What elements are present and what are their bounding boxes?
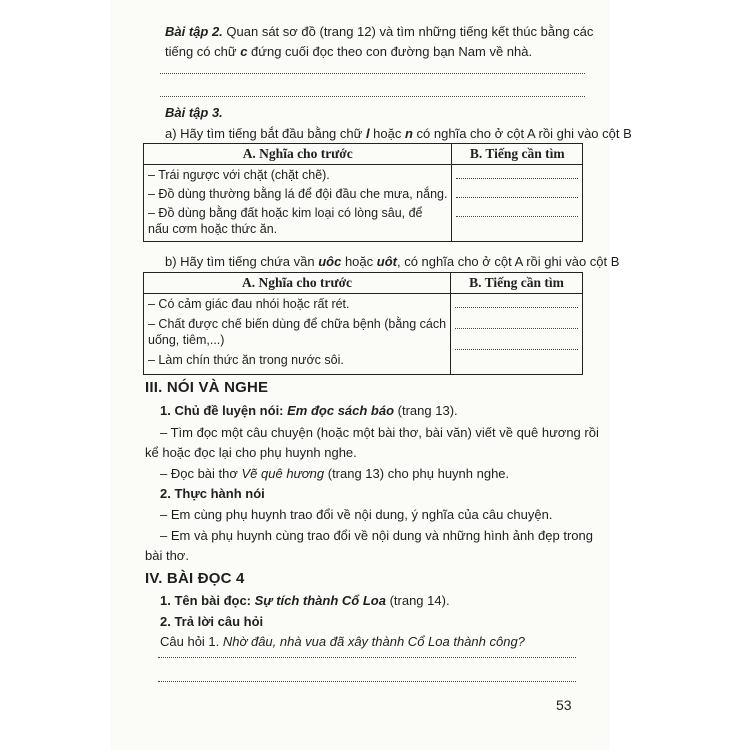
instruction-line: – Tìm đọc một câu chuyện (hoặc một bài thơ, bài văn) viết về quê hương rồi bbox=[160, 425, 599, 440]
answer-line[interactable] bbox=[456, 178, 578, 179]
answer-line[interactable] bbox=[456, 216, 578, 217]
question-1: Câu hỏi 1. Nhờ đâu, nhà vua đã xây thành Cổ Loa thành công? bbox=[160, 634, 525, 649]
section-3-heading: III. NÓI VÀ NGHE bbox=[145, 379, 269, 396]
table-3a bbox=[143, 143, 583, 242]
answer-line[interactable] bbox=[455, 328, 578, 329]
meaning-item: – Đồ dùng thường bằng lá để đội đầu che mưa, nắng. bbox=[148, 187, 448, 201]
meaning-item: – Đồ dùng bằng đất hoặc kim loại có lòng sâu, để bbox=[148, 206, 423, 220]
exercise-3-label: Bài tập 3. bbox=[165, 105, 223, 120]
instruction-line: – Đọc bài thơ Vẽ quê hương (trang 13) cho phụ huynh nghe. bbox=[160, 466, 510, 481]
column-header-b: B. Tiếng cần tìm bbox=[451, 273, 583, 294]
speaking-topic: 1. Chủ đề luyện nói: Em đọc sách báo (trang 13). bbox=[160, 403, 458, 418]
practice-heading: 2. Thực hành nói bbox=[160, 486, 265, 501]
column-header-b: B. Tiếng cần tìm bbox=[452, 144, 583, 165]
exercise-2-line-2: tiếng có chữ c đứng cuối đọc theo con đường bạn Nam về nhà. bbox=[165, 44, 533, 59]
answers-cell bbox=[452, 165, 583, 242]
page-number: 53 bbox=[556, 697, 572, 713]
meaning-item: – Làm chín thức ăn trong nước sôi. bbox=[148, 353, 344, 367]
instruction-line: kể hoặc đọc lại cho phụ huynh nghe. bbox=[145, 445, 357, 460]
answer-line[interactable] bbox=[158, 657, 576, 658]
exercise-3a-instruction: a) Hãy tìm tiếng bắt đầu bằng chữ l hoặc n có nghĩa cho ở cột A rồi ghi vào cột B bbox=[165, 126, 632, 141]
meanings-cell bbox=[144, 294, 451, 375]
meanings-cell bbox=[144, 165, 452, 242]
meaning-item-cont: nấu cơm hoặc thức ăn. bbox=[148, 222, 278, 236]
answers-cell bbox=[451, 294, 583, 375]
meaning-item: – Có cảm giác đau nhói hoặc rất rét. bbox=[148, 297, 350, 311]
answer-line[interactable] bbox=[158, 681, 576, 682]
column-header-a: A. Nghĩa cho trước bbox=[144, 273, 451, 294]
column-header-a: A. Nghĩa cho trước bbox=[144, 144, 452, 165]
section-4-heading: IV. BÀI ĐỌC 4 bbox=[145, 570, 245, 587]
reading-title: 1. Tên bài đọc: Sự tích thành Cổ Loa (trang 14). bbox=[160, 593, 450, 608]
table-3b bbox=[143, 272, 583, 375]
answer-line[interactable] bbox=[456, 197, 578, 198]
answer-line[interactable] bbox=[160, 96, 585, 97]
exercise-3b-instruction: b) Hãy tìm tiếng chứa vần uôc hoặc uôt, có nghĩa cho ở cột A rồi ghi vào cột B bbox=[165, 254, 620, 269]
meaning-item-cont: uống, tiêm,...) bbox=[148, 333, 225, 347]
answer-line[interactable] bbox=[455, 349, 578, 350]
meaning-item: – Trái ngược với chặt (chặt chẽ). bbox=[148, 168, 330, 182]
answer-questions-heading: 2. Trả lời câu hỏi bbox=[160, 614, 264, 629]
answer-line[interactable] bbox=[455, 307, 578, 308]
exercise-2-line-1: Bài tập 2. Quan sát sơ đồ (trang 12) và tìm những tiếng kết thúc bằng các bbox=[165, 24, 594, 39]
answer-line[interactable] bbox=[160, 73, 585, 74]
meaning-item: – Chất được chế biến dùng để chữa bệnh (bằng cách bbox=[148, 317, 447, 331]
exercise-2-label: Bài tập 2. bbox=[165, 24, 223, 39]
instruction-line: – Em cùng phụ huynh trao đổi về nội dung, ý nghĩa của câu chuyện. bbox=[160, 507, 553, 522]
instruction-line: bài thơ. bbox=[145, 548, 189, 563]
instruction-line: – Em và phụ huynh cùng trao đổi về nội dung và những hình ảnh đẹp trong bbox=[160, 528, 593, 543]
